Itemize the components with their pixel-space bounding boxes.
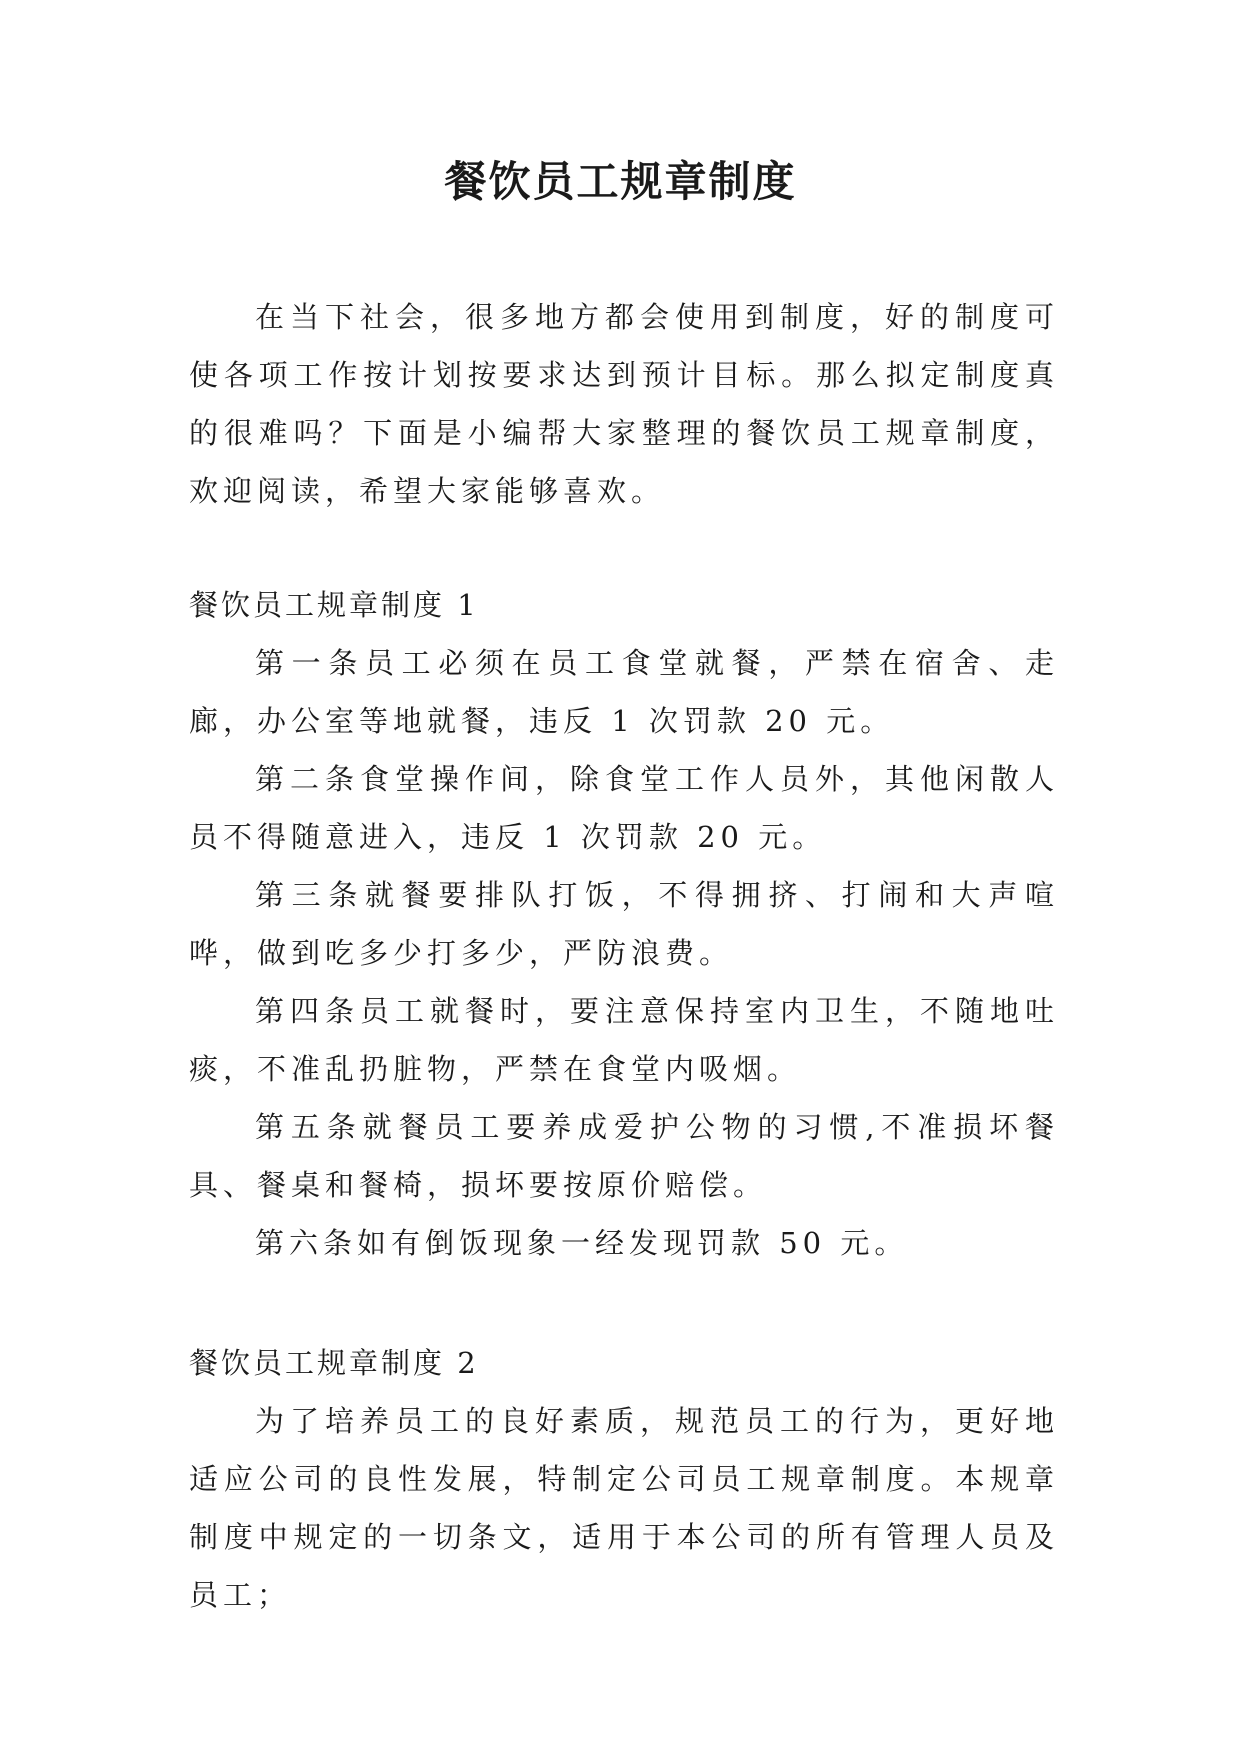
- section-1-body: [189, 634, 1059, 1272]
- section-1-article-1: 第一条员工必须在员工食堂就餐，严禁在宿舍、走廊，办公室等地就餐，违反 1 次罚款 20 元。: [189, 646, 1059, 738]
- section-1-article-5: 第五条就餐员工要养成爱护公物的习惯,不准损坏餐具、餐桌和餐椅，损坏要按原价赔偿。: [189, 1110, 1059, 1202]
- section-2-body: [189, 1392, 1059, 1624]
- intro-paragraph: 在当下社会，很多地方都会使用到制度，好的制度可使各项工作按计划按要求达到预计目标。那么拟定制度真的很难吗？下面是小编帮大家整理的餐饮员工规章制度，欢迎阅读，希望大家能够喜欢。: [189, 300, 1059, 508]
- section-1-article-6: 第六条如有倒饭现象一经发现罚款 50 元。: [255, 1226, 909, 1260]
- section-1-article-2: 第二条食堂操作间，除食堂工作人员外，其他闲散人员不得随意进入，违反 1 次罚款 20 元。: [189, 762, 1059, 854]
- section-1-article-3: 第三条就餐要排队打饭，不得拥挤、打闹和大声喧哗，做到吃多少打多少，严防浪费。: [189, 878, 1059, 970]
- document-title: 餐饮员工规章制度: [444, 157, 797, 206]
- section-1-article-4: 第四条员工就餐时，要注意保持室内卫生，不随地吐痰，不准乱扔脏物，严禁在食堂内吸烟。: [189, 994, 1059, 1086]
- section-1-heading: 餐饮员工规章制度 1: [189, 588, 479, 622]
- section-2-paragraph-1: 为了培养员工的良好素质，规范员工的行为，更好地适应公司的良性发展，特制定公司员工规章制度。本规章制度中规定的一切条文，适用于本公司的所有管理人员及员工；: [189, 1404, 1059, 1612]
- section-2-heading: 餐饮员工规章制度 2: [189, 1346, 479, 1380]
